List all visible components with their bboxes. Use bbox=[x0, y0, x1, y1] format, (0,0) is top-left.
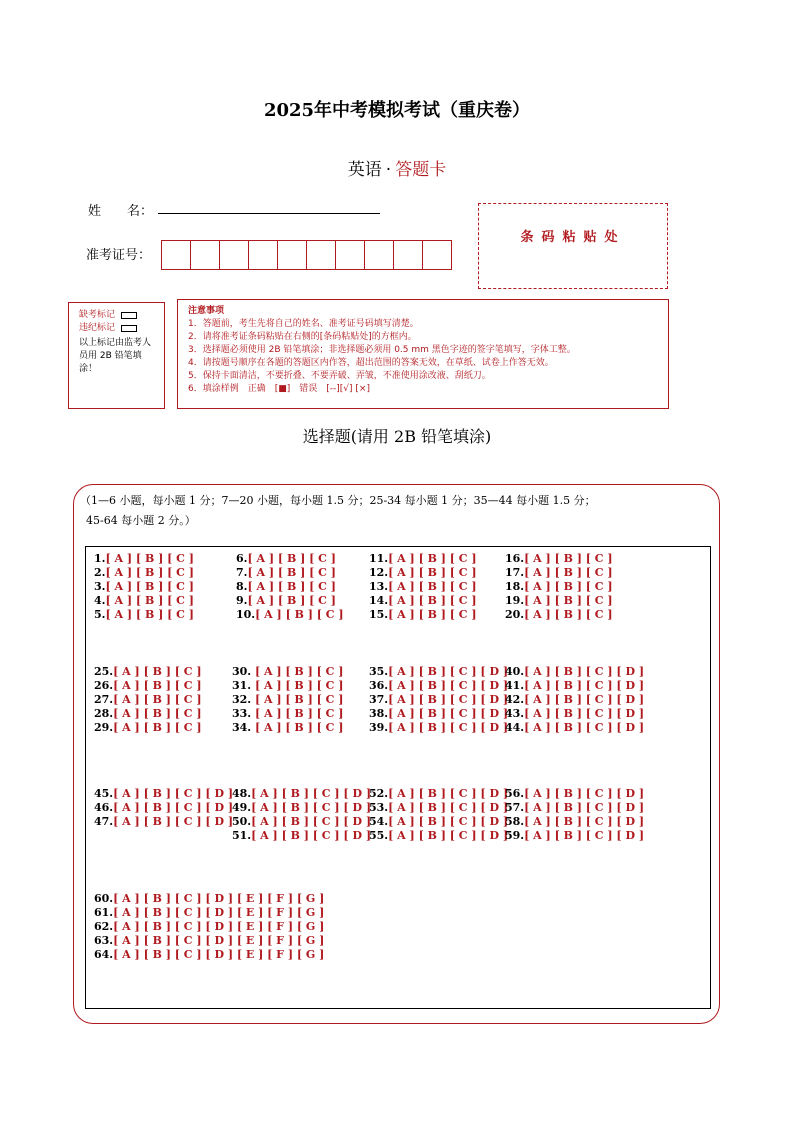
absent-mark-row bbox=[79, 309, 164, 322]
question-row bbox=[505, 608, 613, 622]
instruction-item: 4．请按题号顺序在各题的答题区内作答，超出范围的答案无效，在草纸、试卷上作答无效。 bbox=[188, 358, 554, 368]
exam-id-digit-box[interactable] bbox=[219, 240, 249, 270]
question-row bbox=[505, 580, 613, 594]
question-row bbox=[505, 665, 644, 679]
question-number: 56. bbox=[505, 787, 525, 800]
barcode-area bbox=[478, 203, 668, 289]
question-row bbox=[505, 679, 644, 693]
question-row bbox=[369, 679, 508, 693]
question-number: 12. bbox=[369, 566, 389, 579]
question-row bbox=[369, 594, 477, 608]
answer-options[interactable]: [ A ] [ B ] [ C ] bbox=[254, 679, 344, 692]
question-number: 10. bbox=[236, 608, 256, 621]
question-row bbox=[94, 580, 194, 594]
answer-options[interactable]: [ A ] [ B ] [ C ] bbox=[105, 552, 194, 565]
question-row bbox=[232, 829, 371, 843]
proctor-note: 以上标记由监考人员用 2B 铅笔填涂！ bbox=[79, 338, 152, 374]
question-number: 52. bbox=[369, 787, 389, 800]
question-number: 64. bbox=[94, 948, 114, 961]
section-title: 选择题(请用 2B 铅笔填涂) bbox=[302, 427, 492, 446]
instructions-box bbox=[177, 299, 669, 409]
question-row bbox=[94, 566, 194, 580]
scoring-line: （1—6 小题，每小题 1 分；7—20 小题，每小题 1.5 分；25-34 每小题 1 分；35—44 每小题 1.5 分； bbox=[80, 494, 596, 507]
question-number: 17. bbox=[505, 566, 525, 579]
question-number: 51. bbox=[232, 829, 252, 842]
question-row bbox=[94, 948, 324, 962]
exam-id-digit-box[interactable] bbox=[393, 240, 423, 270]
answer-options[interactable]: [ A ] [ B ] [ C ] bbox=[105, 594, 194, 607]
answer-options[interactable]: [ A ] [ B ] [ C ] [ D ] bbox=[524, 707, 645, 720]
question-row bbox=[232, 815, 371, 829]
question-row bbox=[369, 829, 508, 843]
answer-options[interactable]: [ A ] [ B ] [ C ] bbox=[388, 552, 477, 565]
question-row bbox=[232, 801, 371, 815]
question-row bbox=[505, 815, 644, 829]
question-number: 30. bbox=[232, 665, 255, 678]
answer-options[interactable]: [ A ] [ B ] [ C ] [ D ] bbox=[524, 815, 645, 828]
question-number: 25. bbox=[94, 665, 114, 678]
question-row bbox=[369, 566, 477, 580]
question-row bbox=[369, 693, 508, 707]
question-number: 55. bbox=[369, 829, 389, 842]
question-row bbox=[505, 552, 613, 566]
answer-options[interactable]: [ A ] [ B ] [ C ] bbox=[247, 594, 336, 607]
instructions-title: 注意事项 bbox=[188, 306, 225, 316]
question-number: 50. bbox=[232, 815, 252, 828]
question-row bbox=[505, 566, 613, 580]
question-row bbox=[94, 679, 202, 693]
question-number: 31. bbox=[232, 679, 255, 692]
absent-mark-checkbox[interactable] bbox=[121, 312, 137, 319]
exam-id-digit-box[interactable] bbox=[248, 240, 278, 270]
question-number: 1. bbox=[94, 552, 106, 565]
answer-options[interactable]: [ A ] [ B ] [ C ] bbox=[524, 608, 613, 621]
answer-options[interactable]: [ A ] [ B ] [ C ] bbox=[254, 665, 344, 678]
question-number: 2. bbox=[94, 566, 106, 579]
question-number: 62. bbox=[94, 920, 114, 933]
question-number: 41. bbox=[505, 679, 525, 692]
question-number: 35. bbox=[369, 665, 389, 678]
answer-options[interactable]: [ A ] [ B ] [ C ] bbox=[105, 580, 194, 593]
scoring-line: 45-64 每小题 2 分。） bbox=[86, 514, 196, 527]
answer-options[interactable]: [ A ] [ B ] [ C ] bbox=[388, 566, 477, 579]
answer-options[interactable]: [ A ] [ B ] [ C ] bbox=[105, 608, 194, 621]
question-number: 5. bbox=[94, 608, 106, 621]
question-number: 28. bbox=[94, 707, 114, 720]
answer-options[interactable]: [ A ] [ B ] [ C ] bbox=[388, 580, 477, 593]
proctor-mark-box bbox=[68, 302, 165, 409]
subject-name: 英语 bbox=[347, 160, 382, 180]
answer-options[interactable]: [ A ] [ B ] [ C ] bbox=[254, 693, 344, 706]
answer-options[interactable]: [ A ] [ B ] [ C ] [ D ] [ E ] [ F ] [ G ] bbox=[113, 906, 325, 919]
answer-options[interactable]: [ A ] [ B ] [ C ] bbox=[113, 679, 202, 692]
question-row bbox=[232, 721, 343, 735]
question-number: 38. bbox=[369, 707, 389, 720]
answer-options[interactable]: [ A ] [ B ] [ C ] bbox=[247, 552, 336, 565]
answer-options[interactable]: [ A ] [ B ] [ C ] bbox=[524, 580, 613, 593]
question-row bbox=[94, 552, 194, 566]
answer-options[interactable]: [ A ] [ B ] [ C ] bbox=[113, 665, 202, 678]
question-row bbox=[94, 665, 202, 679]
question-row bbox=[369, 801, 508, 815]
question-number: 60. bbox=[94, 892, 114, 905]
barcode-label: 条码粘贴处 bbox=[520, 230, 626, 245]
question-row bbox=[236, 552, 336, 566]
question-row bbox=[94, 594, 194, 608]
answer-options[interactable]: [ A ] [ B ] [ C ] [ D ] bbox=[113, 787, 234, 800]
question-row bbox=[236, 566, 336, 580]
instruction-item: 2．请将准考证条码粘贴在右侧的[条码粘贴处]的方框内。 bbox=[188, 332, 417, 342]
instruction-item: 3．选择题必须使用 2B 铅笔填涂；非选择题必须用 0.5 mm 黑色字迹的签字笔填写，字体工整。 bbox=[188, 345, 576, 355]
question-number: 14. bbox=[369, 594, 389, 607]
question-number: 32. bbox=[232, 693, 255, 706]
instruction-item: 1．答题前，考生先将自己的姓名、准考证号码填写清楚。 bbox=[188, 319, 419, 329]
question-row bbox=[505, 787, 644, 801]
question-number: 63. bbox=[94, 934, 114, 947]
question-number: 13. bbox=[369, 580, 389, 593]
question-number: 15. bbox=[369, 608, 389, 621]
question-row bbox=[505, 829, 644, 843]
answer-options[interactable]: [ A ] [ B ] [ C ] [ D ] [ E ] [ F ] [ G ] bbox=[113, 934, 325, 947]
answer-options[interactable]: [ A ] [ B ] [ C ] [ D ] [ E ] [ F ] [ G ] bbox=[113, 948, 325, 961]
question-row bbox=[505, 801, 644, 815]
question-row bbox=[232, 665, 343, 679]
separator-dot: · bbox=[385, 160, 392, 180]
answer-options[interactable]: [ A ] [ B ] [ C ] [ D ] bbox=[388, 787, 509, 800]
instruction-item: 5．保持卡面清洁，不要折叠、不要弄破、弄皱，不准使用涂改液、刮纸刀。 bbox=[188, 371, 491, 381]
question-row bbox=[369, 608, 477, 622]
question-row bbox=[505, 707, 644, 721]
question-row bbox=[236, 594, 336, 608]
exam-id-digit-box[interactable] bbox=[364, 240, 394, 270]
name-field[interactable] bbox=[158, 213, 380, 214]
question-number: 61. bbox=[94, 906, 114, 919]
answer-options[interactable]: [ A ] [ B ] [ C ] bbox=[113, 721, 202, 734]
question-row bbox=[94, 920, 324, 934]
question-number: 39. bbox=[369, 721, 389, 734]
exam-title: 2025年中考模拟考试（重庆卷） bbox=[263, 100, 531, 121]
question-row bbox=[505, 594, 613, 608]
answer-options[interactable]: [ A ] [ B ] [ C ] [ D ] bbox=[251, 815, 372, 828]
exam-id-digit-box[interactable] bbox=[190, 240, 220, 270]
question-number: 47. bbox=[94, 815, 114, 828]
answer-options[interactable]: [ A ] [ B ] [ C ] bbox=[254, 707, 344, 720]
question-number: 26. bbox=[94, 679, 114, 692]
answer-options[interactable]: [ A ] [ B ] [ C ] bbox=[113, 707, 202, 720]
question-row bbox=[94, 707, 202, 721]
answer-options[interactable]: [ A ] [ B ] [ C ] [ D ] bbox=[524, 693, 645, 706]
answer-options[interactable]: [ A ] [ B ] [ C ] bbox=[247, 580, 336, 593]
answer-options[interactable]: [ A ] [ B ] [ C ] [ D ] bbox=[251, 829, 372, 842]
question-number: 49. bbox=[232, 801, 252, 814]
question-number: 57. bbox=[505, 801, 525, 814]
question-row bbox=[505, 721, 644, 735]
answer-options[interactable]: [ A ] [ B ] [ C ] [ D ] bbox=[388, 721, 509, 734]
question-number: 4. bbox=[94, 594, 106, 607]
question-number: 45. bbox=[94, 787, 114, 800]
exam-id-digit-box[interactable] bbox=[161, 240, 191, 270]
answer-options[interactable]: [ A ] [ B ] [ C ] bbox=[113, 693, 202, 706]
question-number: 54. bbox=[369, 815, 389, 828]
question-number: 20. bbox=[505, 608, 525, 621]
exam-id-digit-box[interactable] bbox=[335, 240, 365, 270]
question-number: 3. bbox=[94, 580, 106, 593]
answer-options[interactable]: [ A ] [ B ] [ C ] bbox=[524, 594, 613, 607]
answer-options[interactable]: [ A ] [ B ] [ C ] [ D ] bbox=[524, 679, 645, 692]
answer-options[interactable]: [ A ] [ B ] [ C ] [ D ] bbox=[524, 801, 645, 814]
answer-card-label: 答题卡 bbox=[395, 160, 447, 180]
question-row bbox=[369, 787, 508, 801]
exam-id-digit-box[interactable] bbox=[277, 240, 307, 270]
exam-id-digit-box[interactable] bbox=[422, 240, 452, 270]
question-number: 27. bbox=[94, 693, 114, 706]
answer-card-heading bbox=[0, 155, 794, 180]
answer-options[interactable]: [ A ] [ B ] [ C ] [ D ] bbox=[524, 721, 645, 734]
question-row bbox=[232, 679, 343, 693]
question-number: 58. bbox=[505, 815, 525, 828]
question-row bbox=[369, 665, 508, 679]
exam-id-boxes[interactable] bbox=[162, 240, 452, 270]
question-row bbox=[236, 580, 336, 594]
answer-options[interactable]: [ A ] [ B ] [ C ] [ D ] [ E ] [ F ] [ G ] bbox=[113, 892, 325, 905]
answer-options[interactable]: [ A ] [ B ] [ C ] [ D ] bbox=[113, 815, 234, 828]
question-number: 33. bbox=[232, 707, 255, 720]
answer-options[interactable]: [ A ] [ B ] [ C ] [ D ] bbox=[388, 679, 509, 692]
question-number: 18. bbox=[505, 580, 525, 593]
answer-options[interactable]: [ A ] [ B ] [ C ] bbox=[388, 608, 477, 621]
instruction-item: 6．填涂样例 正确 [■] 错误 [--][√] [×] bbox=[188, 384, 370, 394]
question-row bbox=[94, 721, 202, 735]
exam-id-digit-box[interactable] bbox=[306, 240, 336, 270]
question-row bbox=[369, 707, 508, 721]
question-number: 37. bbox=[369, 693, 389, 706]
answer-options[interactable]: [ A ] [ B ] [ C ] [ D ] bbox=[388, 707, 509, 720]
answer-options[interactable]: [ A ] [ B ] [ C ] [ D ] bbox=[388, 829, 509, 842]
answer-options[interactable]: [ A ] [ B ] [ C ] bbox=[524, 566, 613, 579]
question-number: 44. bbox=[505, 721, 525, 734]
question-row bbox=[369, 552, 477, 566]
answer-options[interactable]: [ A ] [ B ] [ C ] bbox=[255, 608, 344, 621]
question-row bbox=[236, 608, 344, 622]
answer-options[interactable]: [ A ] [ B ] [ C ] [ D ] bbox=[388, 801, 509, 814]
question-number: 42. bbox=[505, 693, 525, 706]
question-row bbox=[232, 693, 343, 707]
violation-mark-checkbox[interactable] bbox=[121, 325, 137, 332]
answer-options[interactable]: [ A ] [ B ] [ C ] [ D ] bbox=[113, 801, 234, 814]
question-number: 46. bbox=[94, 801, 114, 814]
answer-options[interactable]: [ A ] [ B ] [ C ] [ D ] bbox=[524, 665, 645, 678]
question-number: 53. bbox=[369, 801, 389, 814]
answer-options[interactable]: [ A ] [ B ] [ C ] [ D ] bbox=[524, 829, 645, 842]
question-row bbox=[505, 693, 644, 707]
question-row bbox=[94, 608, 194, 622]
answer-options[interactable]: [ A ] [ B ] [ C ] bbox=[388, 594, 477, 607]
answer-options[interactable]: [ A ] [ B ] [ C ] [ D ] [ E ] [ F ] [ G ] bbox=[113, 920, 325, 933]
question-number: 8. bbox=[236, 580, 248, 593]
answer-options[interactable]: [ A ] [ B ] [ C ] bbox=[524, 552, 613, 565]
question-number: 43. bbox=[505, 707, 525, 720]
question-number: 6. bbox=[236, 552, 248, 565]
question-row bbox=[94, 815, 233, 829]
question-number: 16. bbox=[505, 552, 525, 565]
question-number: 34. bbox=[232, 721, 255, 734]
violation-mark-label: 违纪标记 bbox=[79, 323, 116, 333]
violation-mark-row bbox=[79, 322, 164, 335]
question-row bbox=[94, 801, 233, 815]
question-number: 11. bbox=[369, 552, 389, 565]
answer-options[interactable]: [ A ] [ B ] [ C ] bbox=[254, 721, 344, 734]
answer-options[interactable]: [ A ] [ B ] [ C ] [ D ] bbox=[524, 787, 645, 800]
answer-options[interactable]: [ A ] [ B ] [ C ] [ D ] bbox=[251, 787, 372, 800]
question-row bbox=[369, 721, 508, 735]
question-row bbox=[369, 580, 477, 594]
question-number: 40. bbox=[505, 665, 525, 678]
question-row bbox=[94, 787, 233, 801]
question-row bbox=[369, 815, 508, 829]
question-row bbox=[94, 906, 324, 920]
question-row bbox=[94, 934, 324, 948]
question-number: 59. bbox=[505, 829, 525, 842]
answer-options[interactable]: [ A ] [ B ] [ C ] [ D ] bbox=[388, 693, 509, 706]
name-label: 姓 名： bbox=[88, 204, 154, 219]
answer-options[interactable]: [ A ] [ B ] [ C ] [ D ] bbox=[251, 801, 372, 814]
question-row bbox=[232, 787, 371, 801]
question-number: 19. bbox=[505, 594, 525, 607]
answer-options[interactable]: [ A ] [ B ] [ C ] bbox=[105, 566, 194, 579]
question-number: 29. bbox=[94, 721, 114, 734]
question-row bbox=[232, 707, 343, 721]
scoring-note bbox=[80, 491, 710, 531]
answer-options[interactable]: [ A ] [ B ] [ C ] [ D ] bbox=[388, 665, 509, 678]
answer-options[interactable]: [ A ] [ B ] [ C ] [ D ] bbox=[388, 815, 509, 828]
question-number: 7. bbox=[236, 566, 248, 579]
absent-mark-label: 缺考标记 bbox=[79, 310, 116, 320]
question-number: 48. bbox=[232, 787, 252, 800]
answer-options[interactable]: [ A ] [ B ] [ C ] bbox=[247, 566, 336, 579]
question-row bbox=[94, 892, 324, 906]
exam-id-label: 准考证号： bbox=[86, 248, 152, 263]
question-row bbox=[94, 693, 202, 707]
question-number: 36. bbox=[369, 679, 389, 692]
question-number: 9. bbox=[236, 594, 248, 607]
